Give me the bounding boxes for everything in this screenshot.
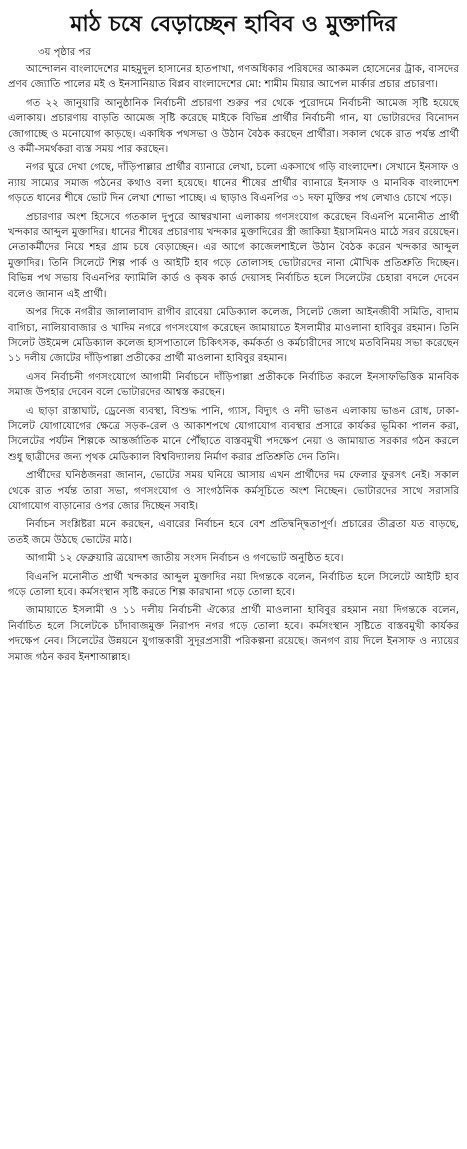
article-paragraph: নির্বাচন সংশ্লিষ্টরা মনে করছেন, এবারের নির্বাচন হবে বেশ প্রতিদ্বন্দ্বিতাপূর্ণ। প্রচারের তীব্রতা যত বাড়ছে, ততই জমে উঠছে ভোটের মাঠ। xyxy=(8,519,459,546)
article-paragraph: অপর দিকে নগরীর জালালাবাদ রাগীব রাবেয়া মেডিক্যাল কলেজ, সিলেট জেলা আইনজীবী সমিতি, বাদাম বাগিচা, নালিয়াবাজার ও খাদিম নগরে গণসংযোগ করেছেন জামায়াতে ইসলামীর মাওলানা হাবিবুর রহমান। তিনি সিলেট উইমেন্স মেডিক্যাল কলেজ হাসপাতালে চিকিৎসক, কর্মকর্তা ও কর্মচারীদের সাথে মতবিনিময় সভা করেছেন ১১ দলীয় জোটের দাঁড়িপাল্লা প্রতীকের প্রার্থী মাওলানা হাবিবুর রহমান। xyxy=(8,307,459,365)
article-paragraph: এসব নির্বাচনী গণসংযোগে আগামী নির্বাচনে দাঁড়িপাল্লা প্রতীককে নির্বাচিত করলে ইনসাফভিত্তিক মানবিক সমাজ উপহার দেবেন বলে ভোটারদের আশ্বস্ত করছেন। xyxy=(8,371,459,399)
article-paragraph: প্রার্থীদের ঘনিষ্ঠজনরা জানান, ভোটের সময় ঘনিয়ে আসায় এখন প্রার্থীদের দম ফেলার ফুরসৎ নেই। সকাল থেকে রাত পর্যন্ত তারা সভা, গণসংযোগ ও সাংগঠনিক কর্মসূচিতে অংশ নিচ্ছেন। ভোটারদের সাথে সরাসরি যোগাযোগ বাড়ানোর ওপর জোর দিচ্ছেন সবাই। xyxy=(8,470,459,512)
article-paragraph: নগর ঘুরে দেখা গেছে, দাঁড়িপাল্লার প্রার্থীর ব্যানারে লেখা, চলো একসাথে গড়ি বাংলাদেশ। সেখানে ইনসাফ ও ন্যায় সাম্যের সমাজ গঠনের কথাও বলা হয়েছে। ধানের শীষের প্রার্থীর ব্যানারে ইনসাফ ও মানবিক বাংলাদেশ গড়তে ধানের শীষে ভোট দিন লেখা শোভা পাচ্ছে। এ ছাড়াও বিএনপির ৩১ দফা মুক্তির পথ লেখাও চোখে পড়ে। xyxy=(8,162,459,205)
article-body xyxy=(8,62,459,665)
article-paragraph: প্রচারণার অংশ হিসেবে গতকাল দুপুরে আম্বরখানা এলাকায় গণসংযোগ করেছেন বিএনপি মনোনীত প্রার্থী খন্দকার আব্দুল মুক্তাদির। ধানের শীষের প্রচারণায় খন্দকার মুক্তাদিরের স্ত্রী জাকিয়া ইয়াসমিনও মাঠে সরব রয়েছেন। নেতাকর্মীদের নিয়ে শহর গ্রাম চষে বেড়াচ্ছেন। এর আগে কাজেলশাইলে উঠান বৈঠক করেন খন্দকার আব্দুল মুক্তাদির। তিনি সিলেটে শিল্প পার্ক ও আইটি হাব গড়ে তোলাসহ ভোটারদের নানা মৌখিক প্রতিশ্রুতি দিচ্ছেন। বিভিন্ন পথ সভায় বিএনপির ফ্যামিলি কার্ড ও কৃষক কার্ড দেয়াসহ নির্বাচিত হলে সিলেটের চেহারা বদলে দেবেন বলেও জানান এই প্রার্থী। xyxy=(8,211,459,300)
article-headline: মাঠ চষে বেড়াচ্ছেন হাবিব ও মুক্তাদির xyxy=(70,12,397,37)
continued-from-note: ৩য় পৃষ্ঠার পর xyxy=(38,47,91,58)
article-paragraph: আন্দোলন বাংলাদেশের মাহমুদুল হাসানের হাতপাখা, গণঅধিকার পরিষদের আকমল হোসেনের ট্রাক, বাসদের প্রণব জ্যোতি পালের মই ও ইনসানিয়াত বিপ্লব বাংলাদেশের মো: শামীম মিয়ার আপেল মার্কার প্রচার প্রচারণা। xyxy=(8,64,459,91)
article-paragraph: বিএনপি মনোনীত প্রার্থী খন্দকার আব্দুল মুক্তাদির নয়া দিগন্তকে বলেন, নির্বাচিত হলে সিলেটে আইটি হাব গড়ে তোলা হবে। কর্মসংস্থান সৃষ্টি করতে শিল্প কারখানা গড়ে তোলা হবে। xyxy=(8,571,459,598)
article-paragraph: এ ছাড়া রাস্তাঘাট, ড্রেনেজ ব্যবস্থা, বিশুদ্ধ পানি, গ্যাস, বিদ্যুৎ ও নদী ভাঙন এলাকায় ভাঙন রোধ, ঢাকা-সিলেট যোগাযোগের ক্ষেত্রে সড়ক-রেল ও আকাশপথে যোগাযোগ ব্যবস্থার প্রসারে কার্যকর ভূমিকা পালন করা, সিলেটের পর্যটন শিল্পকে আন্তর্জাতিক মানে পৌঁছাতে বাস্তবমুখী পদক্ষেপ নেয়া ও জামায়াত সরকার গঠন করলে শুধু ছাত্রীদের জন্য পৃথক মেডিক্যাল বিশ্ববিদ্যালয় নির্মাণ করার প্রতিশ্রুতি দেন তিনি। xyxy=(8,405,459,463)
article-paragraph: জামায়াতে ইসলামী ও ১১ দলীয় নির্বাচনী ঐক্যের প্রার্থী মাওলানা হাবিবুর রহমান নয়া দিগন্তকে বলেন, নির্বাচিত হলে সিলেটকে চাঁদাবাজমুক্ত নিরাপদ নগর গড়ে তোলা হবে। কর্মসংস্থান সৃষ্টিতে বাস্তবমুখী কার্যকর পদক্ষেপ নেব। সিলেটের উন্নয়নে যুগান্তকারী সুদূরপ্রসারী পরিকল্পনা রয়েছে। জনগণ রায় দিলে ইনসাফ ও ন্যায়ের সমাজ গঠন করব ইনশাআল্লাহ। xyxy=(8,605,459,663)
article-paragraph: গত ২২ জানুয়ারি আনুষ্ঠানিক নির্বাচনী প্রচারণা শুরুর পর থেকে পুরোদমে নির্বাচনী আমেজ সৃষ্টি হয়েছে এলাকায়। প্রচারণায় বাড়তি আমেজ সৃষ্টি করেছে মাইকে বিভিন্ন প্রার্থীর নির্বাচনী গান, যা ভোটারদের বিনোদন জোগাচ্ছে ও মনোযোগ কাড়ছে। একাধিক পথসভা ও উঠান বৈঠক করছেন প্রার্থীরা। সকাল থেকে রাত পর্যন্ত প্রার্থী ও কর্মী-সমর্থকরা ব্যস্ত সময় পার করছেন। xyxy=(8,97,459,156)
article-paragraph: আগামী ১২ ফেব্রুয়ারি ত্রয়োদশ জাতীয় সংসদ নির্বাচন ও গণভোট অনুষ্ঠিত হবে। xyxy=(26,553,344,565)
